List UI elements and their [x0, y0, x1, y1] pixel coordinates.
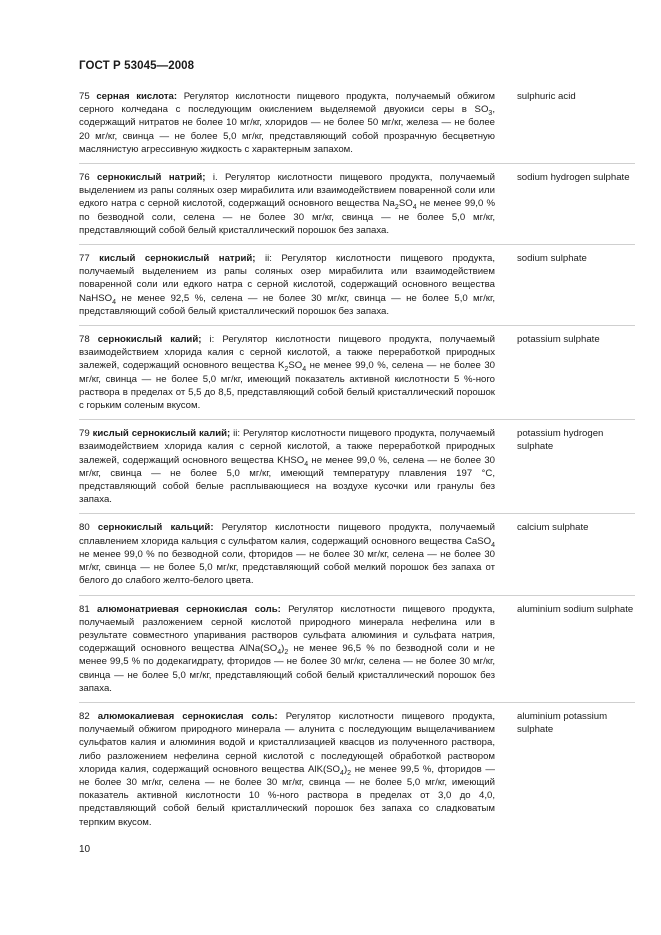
english-equivalent: potassium hydrogen sulphate — [517, 428, 604, 453]
definition-text: Регулятор кислотности пищевого продукта, получаемый сплавлением хлорида кальция с сульфатом калия, содержащий основного вещества CaSO — [79, 522, 495, 547]
subscript: 4 — [491, 541, 495, 549]
term-definition — [79, 90, 495, 156]
term-name: алюмокалиевая сернокислая соль: — [97, 710, 278, 722]
english-equivalent: sodium sulphate — [517, 253, 587, 265]
english-equivalent: aluminium sodium sulphate — [517, 603, 634, 615]
term-number: 75 — [79, 91, 90, 102]
term-entry — [79, 171, 635, 245]
term-definition — [79, 521, 495, 587]
definition-text: i: Регулятор кислотности пищевого продукта, получаемый взаимодействием хлорида калия с серной кислотой, а также переработкой природных залежей, содержащий основного вещества K — [79, 334, 495, 372]
term-definition — [79, 252, 495, 318]
term-definition — [79, 427, 495, 506]
english-equivalent: calcium sulphate — [517, 522, 589, 534]
english-equivalent: sulphuric acid — [517, 91, 576, 102]
definition-text: не менее 92,5 %, селена — не более 30 мг/кг, свинца — не более 5,0 мг/кг, представляющий собой белый кристаллический порошок без запаха. — [79, 292, 495, 317]
subscript: 2 — [284, 649, 289, 657]
definition-text: i. Регулятор кислотности пищевого продукта, получаемый выделением из рапы соляных озер мирабилита или взаимодействием поваренной соли или едкого натра с серной кислотой, содержащий основного вещества Na — [79, 172, 495, 210]
term-name: серная кислота: — [96, 91, 178, 102]
term-entry — [79, 333, 635, 420]
term-definition — [79, 710, 495, 829]
term-entry — [79, 710, 635, 836]
term-number: 82 — [79, 710, 90, 722]
subscript: 4 — [304, 460, 309, 468]
definition-text: SO — [288, 360, 303, 372]
definition-text: ii: Регулятор кислотности пищевого продукта, получаемый выделением из рапы соляных озер мирабилита или взаимодействием поваренной соли или едкого натра с серной кислотой, содержащий основного вещества NaHSO — [79, 253, 496, 304]
subscript: 4 — [412, 204, 417, 212]
term-number: 79 — [79, 428, 90, 440]
term-number: 76 — [79, 172, 90, 184]
page-number: 10 — [79, 844, 91, 855]
definition-text: не менее 99,0 %, селена — не более 30 мг/кг, свинца — не более 5,0 мг/кг, имеющий температуру плавления 197 °С, представляющий собой белые расплывающиеся на воздухе кусочки или гранулы без запаха. — [79, 454, 496, 506]
term-name: кислый сернокислый натрий; — [99, 253, 256, 265]
definition-text: ) — [343, 763, 348, 775]
definition-text: ii: Регулятор кислотности пищевого продукта, получаемый взаимодействием хлорида калия с серной кислотой, а также переработкой природных залежей, содержащий основного вещества KHSO — [79, 428, 495, 466]
subscript: 3 — [488, 110, 493, 118]
term-name: сернокислый натрий; — [97, 172, 206, 184]
subscript: 4 — [277, 649, 282, 657]
term-entry — [79, 603, 635, 703]
term-number: 78 — [79, 334, 90, 346]
term-entries — [79, 90, 635, 843]
subscript: 2 — [284, 366, 289, 374]
definition-text: не менее 96,5 % по безводной соли и не менее 99,5 % по додекагидрату, фторидов — не более 30 мг/кг, селена — не более 30 мг/кг, свинца — не более 5,0 мг/кг, представляющий собой белый кристаллический порошок без запаха. — [79, 643, 495, 694]
term-name: сернокислый кальций: — [97, 522, 214, 534]
definition-text: не менее 99,0 % по безводной соли, фторидов — не более 30 мг/кг, селена — не более 30 мг/кг, свинца — не более 5,0 мг/кг, представляющий собой мелкий порошок без запаха от белого до слабого желто-белого цвета. — [79, 548, 495, 587]
subscript: 4 — [112, 298, 116, 306]
term-definition — [79, 171, 495, 237]
term-number: 80 — [79, 522, 90, 534]
subscript: 4 — [302, 366, 307, 374]
term-definition — [79, 603, 495, 695]
term-definition — [79, 333, 495, 412]
definition-text: не менее 99,5 %, фторидов — не более 30 мг/кг, селена — не более 30 мг/кг, свинца — не более 5,0 мг/кг, имеющий показатель активной кислотности 10 %-ного раствора в пределах от 3,0 до 4,0, представляющий собой белый кристаллический порошок без запаха со сладковатым терпким вкусом. — [79, 763, 495, 828]
term-entry — [79, 521, 635, 595]
english-equivalent: aluminium potassium sulphate — [517, 710, 608, 736]
term-entry — [79, 90, 635, 164]
definition-text: SO — [398, 198, 413, 210]
term-name: сернокислый калий; — [97, 334, 202, 346]
english-equivalent: potassium sulphate — [517, 334, 600, 346]
definition-text: не менее 99,0 % по безводной соли, селена — не более 30 мг/кг, свинца — не более 5,0 мг/кг, представляющий собой белый кристаллический порошок без запаха. — [79, 198, 495, 236]
standard-designation: ГОСТ Р 53045—2008 — [79, 60, 195, 72]
definition-text: , содержащий нитратов не более 10 мг/кг, хлоридов — не более 50 мг/кг, железа — не более 20 мг/кг, свинца — не более 5,0 мг/кг, представляющий собой прозрачную бесцветную маслянистую агрессивную жидкость с характерным запахом. — [79, 104, 495, 155]
term-name: алюмонатриевая сернокислая соль: — [96, 603, 281, 615]
subscript: 4 — [340, 769, 344, 777]
subscript: 2 — [394, 204, 399, 212]
definition-text: ) — [281, 643, 285, 655]
definition-text: Регулятор кислотности пищевого продукта, получаемый разложением серной кислотой природного минерала нефелина или в результате совместного упаривания растворов сульфата алюминия и сульфата натрия, содержащий основного вещества AlNa(SO — [79, 603, 496, 655]
definition-text: Регулятор кислотности пищевого продукта, получаемый обжигом природного минерала — алунита с последующим выщелачиванием сульфатов калия и алюминия водой и кристаллизацией квасцов из полученного раствора, либо разложением нефелина серной кислотой с последующей обработкой раствором хлорида калия, содержащий основного вещества AlK(SO — [79, 710, 496, 775]
term-entry — [79, 427, 635, 514]
definition-text: не менее 99,0 %, селена — не более 30 мг/кг, свинца — не более 5,0 мг/кг, имеющий показатель активной кислотности 5 %-ного раствора в пределах от 5,5 до 8,5, представляющий собой белый кристаллический порошок с горьким соленым вкусом. — [79, 360, 495, 412]
term-name: кислый сернокислый калий; — [92, 428, 231, 440]
term-number: 77 — [79, 253, 90, 265]
term-entry — [79, 252, 635, 326]
subscript: 2 — [347, 769, 352, 777]
term-number: 81 — [79, 603, 90, 615]
definition-text: Регулятор кислотности пищевого продукта, получаемый обжигом серного колчедана с последующим окислением выделяемой двуокиси серы в SO — [79, 91, 495, 116]
english-equivalent: sodium hydrogen sulphate — [517, 172, 630, 184]
